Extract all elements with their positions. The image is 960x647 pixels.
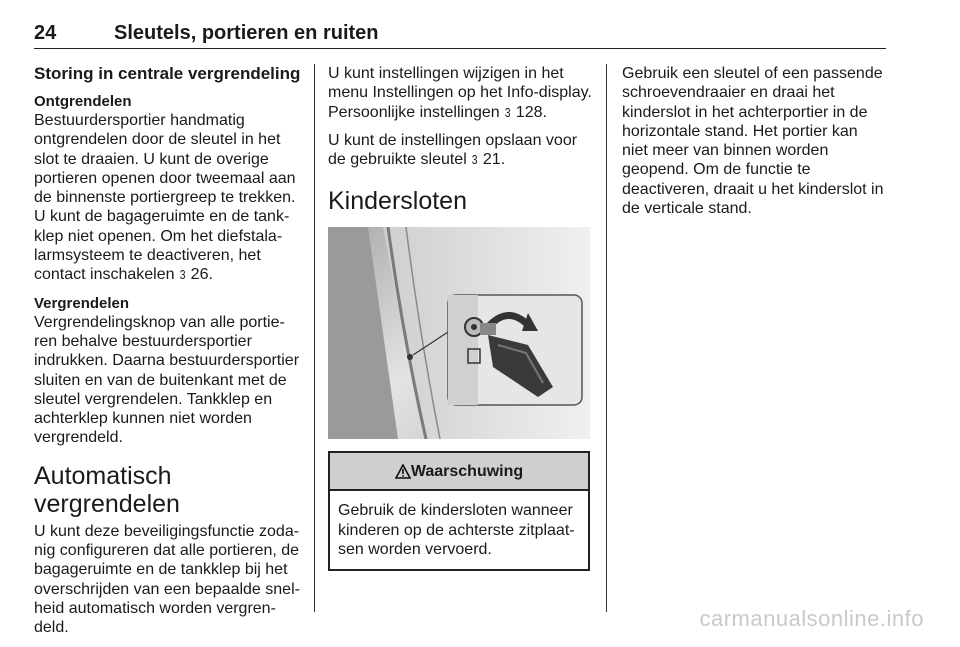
warning-header: [330, 453, 588, 491]
watermark: carmanualsonline.info: [699, 606, 924, 631]
cross-reference-icon: 3: [179, 267, 186, 283]
paragraph-settings: U kunt instellingen wijzigen in het menu Instellingen op het Info-display. Persoonlijke instellingen 3 128.: [328, 65, 592, 121]
paragraph-vergrendelen: Vergrendelingsknop van alle portieren behalve bestuurdersportier indrukken. Daarna bestuurdersportier sluiten en van de buitenkant met de sleutel vergrendelen. Tankklep en achterklep kunnen niet worden vergrendeld.: [34, 313, 300, 447]
subheading-ontgrendelen: Ontgrendelen: [34, 93, 132, 110]
column-divider: [606, 64, 607, 612]
page-title: Sleutels, portieren en ruiten: [114, 22, 379, 44]
page-ref[interactable]: 128.: [515, 103, 547, 121]
cross-reference-icon: 3: [471, 152, 478, 168]
cross-reference-icon: 3: [504, 104, 511, 120]
warning-box: [328, 451, 590, 571]
car-door-image: [328, 227, 590, 439]
page-number: 24: [34, 22, 57, 44]
warning-text: Gebruik de kindersloten wanneer kinderen op de achterste zitplaatsen worden vervoerd.: [338, 502, 575, 559]
warning-title: Waarschuwing: [410, 462, 524, 480]
column-2: [328, 64, 592, 571]
page-ref[interactable]: 21.: [482, 151, 506, 169]
paragraph-automatisch: U kunt deze beveiligingsfunctie zodanig configureren dat alle portieren, de bagageruimte en de tankklep bij het overschrijden van een bepaalde snelheid automatisch worden vergrendeld.: [34, 522, 300, 637]
column-divider: [314, 64, 315, 612]
paragraph-ontgrendelen: Bestuurdersportier handmatig ontgrendelen door de sleutel in het slot te draaien. U kunt de overige portieren openen door tweemaal aan de binnenste portiergreep te trekken. U kunt de bagageruimte en de tankklep niet openen. Om het diefstalalarmsysteem te deactiveren, het contact inschakelen 3 26.: [34, 112, 296, 284]
column-3: [622, 64, 886, 227]
section-title-kindersloten: Kindersloten: [328, 187, 467, 216]
page-ref[interactable]: 26.: [190, 266, 213, 284]
column-1: [34, 64, 302, 647]
subheading-vergrendelen: Vergrendelen: [34, 294, 130, 312]
child-lock-illustration: [328, 227, 590, 439]
section-title-automatisch: Automatisch vergrendelen: [34, 461, 180, 518]
paragraph-kinderslot: Gebruik een sleutel of een passende schroevendraaier en draai het kinderslot in het achterportier in de horizontale stand. Het portier kan niet meer van binnen worden geopend. Om de functie te deactiveren, draait u het kinderslot in de verticale stand.: [622, 65, 884, 218]
paragraph-save: U kunt de instellingen opslaan voor de gebruikte sleutel 3 21.: [328, 131, 578, 169]
warning-triangle-icon: [395, 464, 411, 479]
page-header: [34, 22, 886, 49]
section-title-storing: Storing in centrale vergrendeling: [34, 64, 301, 83]
